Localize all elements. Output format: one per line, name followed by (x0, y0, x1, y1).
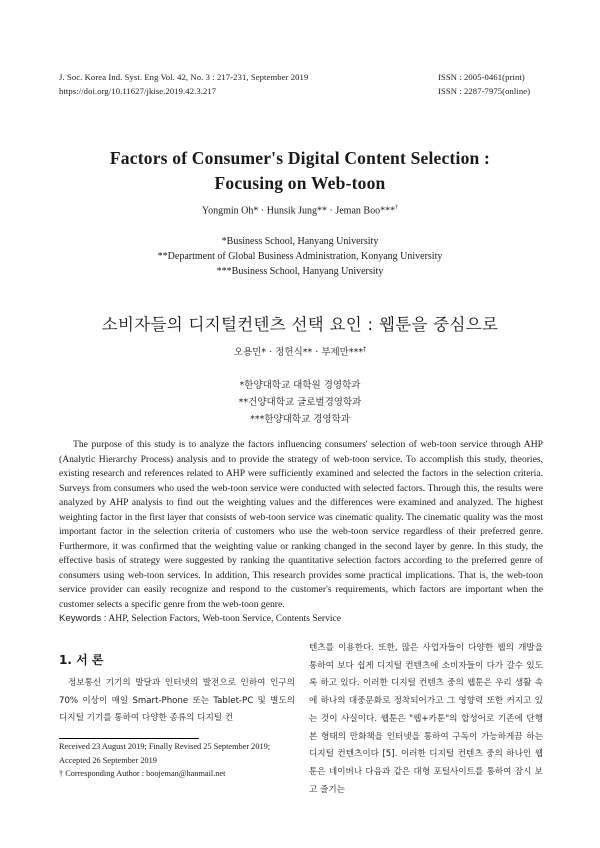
corresponding-mark: † (395, 205, 399, 211)
korean-author-names: 오용민* · 정헌식** · 부제만*** (233, 347, 364, 358)
korean-affiliation-2: **건양대학교 글로벌경영학과 (238, 397, 362, 408)
section-heading-introduction: 1. 서 론 (59, 653, 104, 667)
korean-corresponding-mark: † (363, 345, 367, 353)
paper-title-line1: Factors of Consumer's Digital Content Selection : (109, 148, 491, 168)
paper-title (0, 146, 600, 196)
affiliation-3: ***Business School, Hanyang University (216, 266, 384, 277)
korean-affiliation-1: *한양대학교 대학원 경영학과 (239, 380, 361, 391)
doi-link[interactable]: https://doi.org/10.11627/jkise.2019.42.3.217 (59, 86, 217, 96)
korean-title: 소비자들의 디지털컨텐츠 선택 요인 : 웹툰을 중심으로 (101, 315, 499, 334)
issn-print: ISSN : 2005-0461(print) (438, 72, 525, 82)
korean-author-list (0, 344, 600, 358)
keywords-text: AHP, Selection Factors, Web-toon Service, Contents Service (108, 613, 342, 624)
issn-block (438, 70, 530, 98)
korean-affiliation-3: ***한양대학교 경영학과 (250, 414, 350, 425)
body-text-left-column: 정보통신 기기의 발달과 인터넷의 발전으로 인하여 인구의 70% 이상이 매일 Smart-Phone 또는 Tablet-PC 및 별도의 디지털 기기를 통하여 다양한 종류의 디지털 컨 (59, 678, 295, 724)
issn-online: ISSN : 2287-7975(online) (438, 86, 531, 96)
accepted-date: Accepted 26 September 2019 (59, 755, 157, 765)
paper-title-line2: Focusing on Web-toon (214, 173, 386, 193)
abstract: The purpose of this study is to analyze the factors influencing consumers' selection of web-toon service through AHP (Analytic Hierarchy Process) analysis and to provide the strategy of web-toon service. To accomplish this study, theories, existing research and references related to AHP were sufficiently examined and selected the factors in the selection criteria. Surveys from consumers who used the web-toon service were conducted with selected factors. Through this, the results were analyzed by AHP analysis to find out the weighting values and the differences were examined and analyzed. The highest weighting factor in the first layer that consists of web-toon service was cinematic quality. The cinematic quality was the most important factor in the selection criteria of customers who use the web-toon service regardless of their preferred genre. Furthermore, it was confirmed that the weighting value or ranking changed in the second layer by genre. In this study, the effective basis of strategy were suggested by ranking the quantitative selection factors according to the preferred genre of consumers using web-toon services. In addition, This research provides some practical implications. That is, the web-toon service provider can easily recognize and respond to the customer's requirements, which factors are important when the customer selects a specific genre from the web-toon genre. (59, 439, 543, 611)
keywords (59, 613, 543, 624)
body-text-right-column: 텐츠를 이용한다. 또한, 많은 사업자들이 다양한 웹의 개발을 통하여 보다 쉽게 디지털 컨텐츠에 소비자들이 다가 갈수 있도록 하고 있다. 이러한 디지털 컨텐츠 중의 웹툰은 우리 생활 속에 하나의 대중문화로 정착되어가고 그 영향력 또한 커지고 있는 것이 사실이다. 웹툰은 "웹+카툰"의 합성어로 기존에 단행본 형태의 만화책을 인터넷을 통하여 구독이 가능하게끔 하는 디지털 컨텐츠이다 [5]. 이러한 디지털 컨텐츠 중의 하나인 웹툰은 네이버나 다음과 같은 대형 포털사이트를 통하여 잠시 보고 즐기는 (309, 643, 543, 795)
journal-header (59, 70, 308, 98)
affiliation-list (0, 234, 600, 279)
footnote-divider (59, 738, 199, 739)
journal-citation: J. Soc. Korea Ind. Syst. Eng Vol. 42, No. 3 : 217-231, September 2019 (59, 72, 309, 82)
author-list (0, 205, 600, 216)
affiliation-2: **Department of Global Business Administration, Konyang University (157, 251, 443, 262)
affiliation-1: *Business School, Hanyang University (221, 236, 379, 247)
received-date: Received 23 August 2019; Finally Revised 25 September 2019; (59, 742, 271, 751)
footnotes (59, 740, 299, 781)
keywords-label: Keywords : (59, 613, 107, 624)
korean-affiliation-list (0, 377, 600, 428)
corresponding-author: † Corresponding Author : boojeman@hanmail.net (59, 769, 226, 779)
author-names: Yongmin Oh* · Hunsik Jung** · Jeman Boo*** (201, 205, 396, 217)
